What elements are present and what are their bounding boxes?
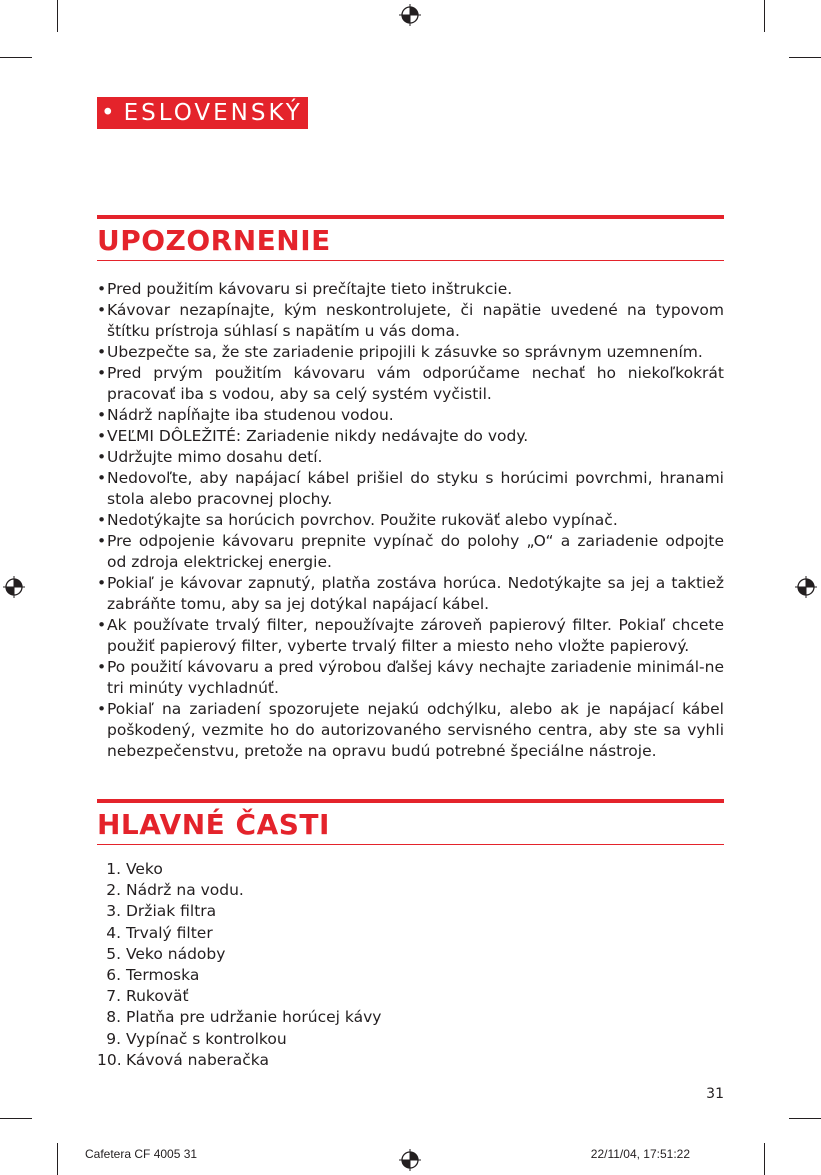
warning-item: • Pred použitím kávovaru si prečítajte tieto inštrukcie. xyxy=(97,279,724,300)
part-item: 8. Platňa pre udržanie horúcej kávy xyxy=(106,1008,382,1027)
warning-item: • Pred prvým použitím kávovaru vám odporúčame nechať ho niekoľkokrát pracovať iba s vodou, aby sa celý systém vyčistil. xyxy=(97,363,724,405)
warning-item: • Po použití kávovaru a pred výrobou ďalšej kávy nechajte zariadenie minimál-ne tri minúty vychladnúť. xyxy=(97,657,724,699)
crop-mark-top-right-v xyxy=(764,0,765,32)
warning-item: • Nedovoľte, aby napájací kábel prišiel do styku s horúcimi povrchmi, hranami stola alebo pracovnej plochy. xyxy=(97,468,724,510)
crop-mark-bottom-right-v xyxy=(764,1143,765,1175)
part-item: 7. Rukoväť xyxy=(106,987,189,1006)
language-tag-bullet: • xyxy=(101,100,118,126)
warning-item: • Ak používate trvalý filter, nepoužívajte zároveň papierový filter. Pokiaľ chcete použiť papierový filter, vyberte trvalý filter a miesto neho vložte papierový. xyxy=(97,615,724,657)
warning-item: • Kávovar nezapínajte, kým neskontrolujete, či napätie uvedené na typovom štítku prístroja súhlasí s napätím u vás doma. xyxy=(97,300,724,342)
footer-timestamp: 22/11/04, 17:51:22 xyxy=(590,1147,690,1161)
crop-mark-bottom-left-h xyxy=(0,1118,32,1119)
crop-mark-top-right-h xyxy=(789,57,821,58)
crop-mark-bottom-right-h xyxy=(789,1118,821,1119)
crop-mark-bottom-left-v xyxy=(57,1143,58,1175)
warning-item: • Ubezpečte sa, že ste zariadenie pripojili k zásuvke so správnym uzemnením. xyxy=(97,342,724,363)
warning-item: • Udržujte mimo dosahu detí. xyxy=(97,447,724,468)
crop-mark-top-left-h xyxy=(0,57,32,58)
part-item: 2. Nádrž na vodu. xyxy=(106,881,244,900)
registration-mark-icon xyxy=(3,576,25,598)
part-item: 6. Termoska xyxy=(106,966,200,985)
warning-item: • Nádrž napĺňajte iba studenou vodou. xyxy=(97,405,724,426)
registration-mark-icon xyxy=(399,1149,421,1171)
part-item: 4. Trvalý filter xyxy=(106,923,213,942)
warnings-rule-bottom xyxy=(97,260,724,261)
parts-list xyxy=(97,859,497,1071)
part-item: 3. Držiak filtra xyxy=(106,902,217,921)
part-item: 9. Vypínač s kontrolkou xyxy=(106,1029,287,1048)
part-item: 10. Kávová naberačka xyxy=(97,1050,269,1069)
warning-item: • Pokiaľ na zariadení spozorujete nejakú odchýlku, alebo ak je napájací kábel poškodený, vezmite ho do autorizovaného servisného centra, aby ste sa vyhli nebezpečenstvu, pretože na opravu budú potrebné špeciálne nástroje. xyxy=(97,699,724,762)
language-tag xyxy=(97,97,308,129)
parts-rule-bottom xyxy=(97,844,724,845)
part-item: 5. Veko nádoby xyxy=(106,944,226,963)
footer-file-label: Cafetera CF 4005 31 xyxy=(85,1147,198,1161)
language-tag-label: ESLOVENSKÝ xyxy=(123,100,303,126)
warnings-list xyxy=(97,279,724,762)
registration-mark-icon xyxy=(795,576,817,598)
warnings-title: UPOZORNENIE xyxy=(97,224,331,257)
parts-rule-top xyxy=(97,799,724,803)
warning-item: • Pokiaľ je kávovar zapnutý, platňa zostáva horúca. Nedotýkajte sa jej a taktiež zabráňte tomu, aby sa jej dotýkal napájací kábel. xyxy=(97,573,724,615)
warning-item: • Pre odpojenie kávovaru prepnite vypínač do polohy „O“ a zariadenie odpojte od zdroja elektrickej energie. xyxy=(97,531,724,573)
page-number: 31 xyxy=(706,1086,724,1102)
parts-title: HLAVNÉ ČASTI xyxy=(97,808,330,841)
warnings-rule-top xyxy=(97,215,724,219)
part-item: 1. Veko xyxy=(106,860,163,878)
crop-mark-top-left-v xyxy=(57,0,58,32)
warning-item: • VEĽMI DÔLEŽITÉ: Zariadenie nikdy nedávajte do vody. xyxy=(97,426,724,447)
warning-item: • Nedotýkajte sa horúcich povrchov. Použite rukoväť alebo vypínač. xyxy=(97,510,724,531)
registration-mark-icon xyxy=(399,4,421,26)
